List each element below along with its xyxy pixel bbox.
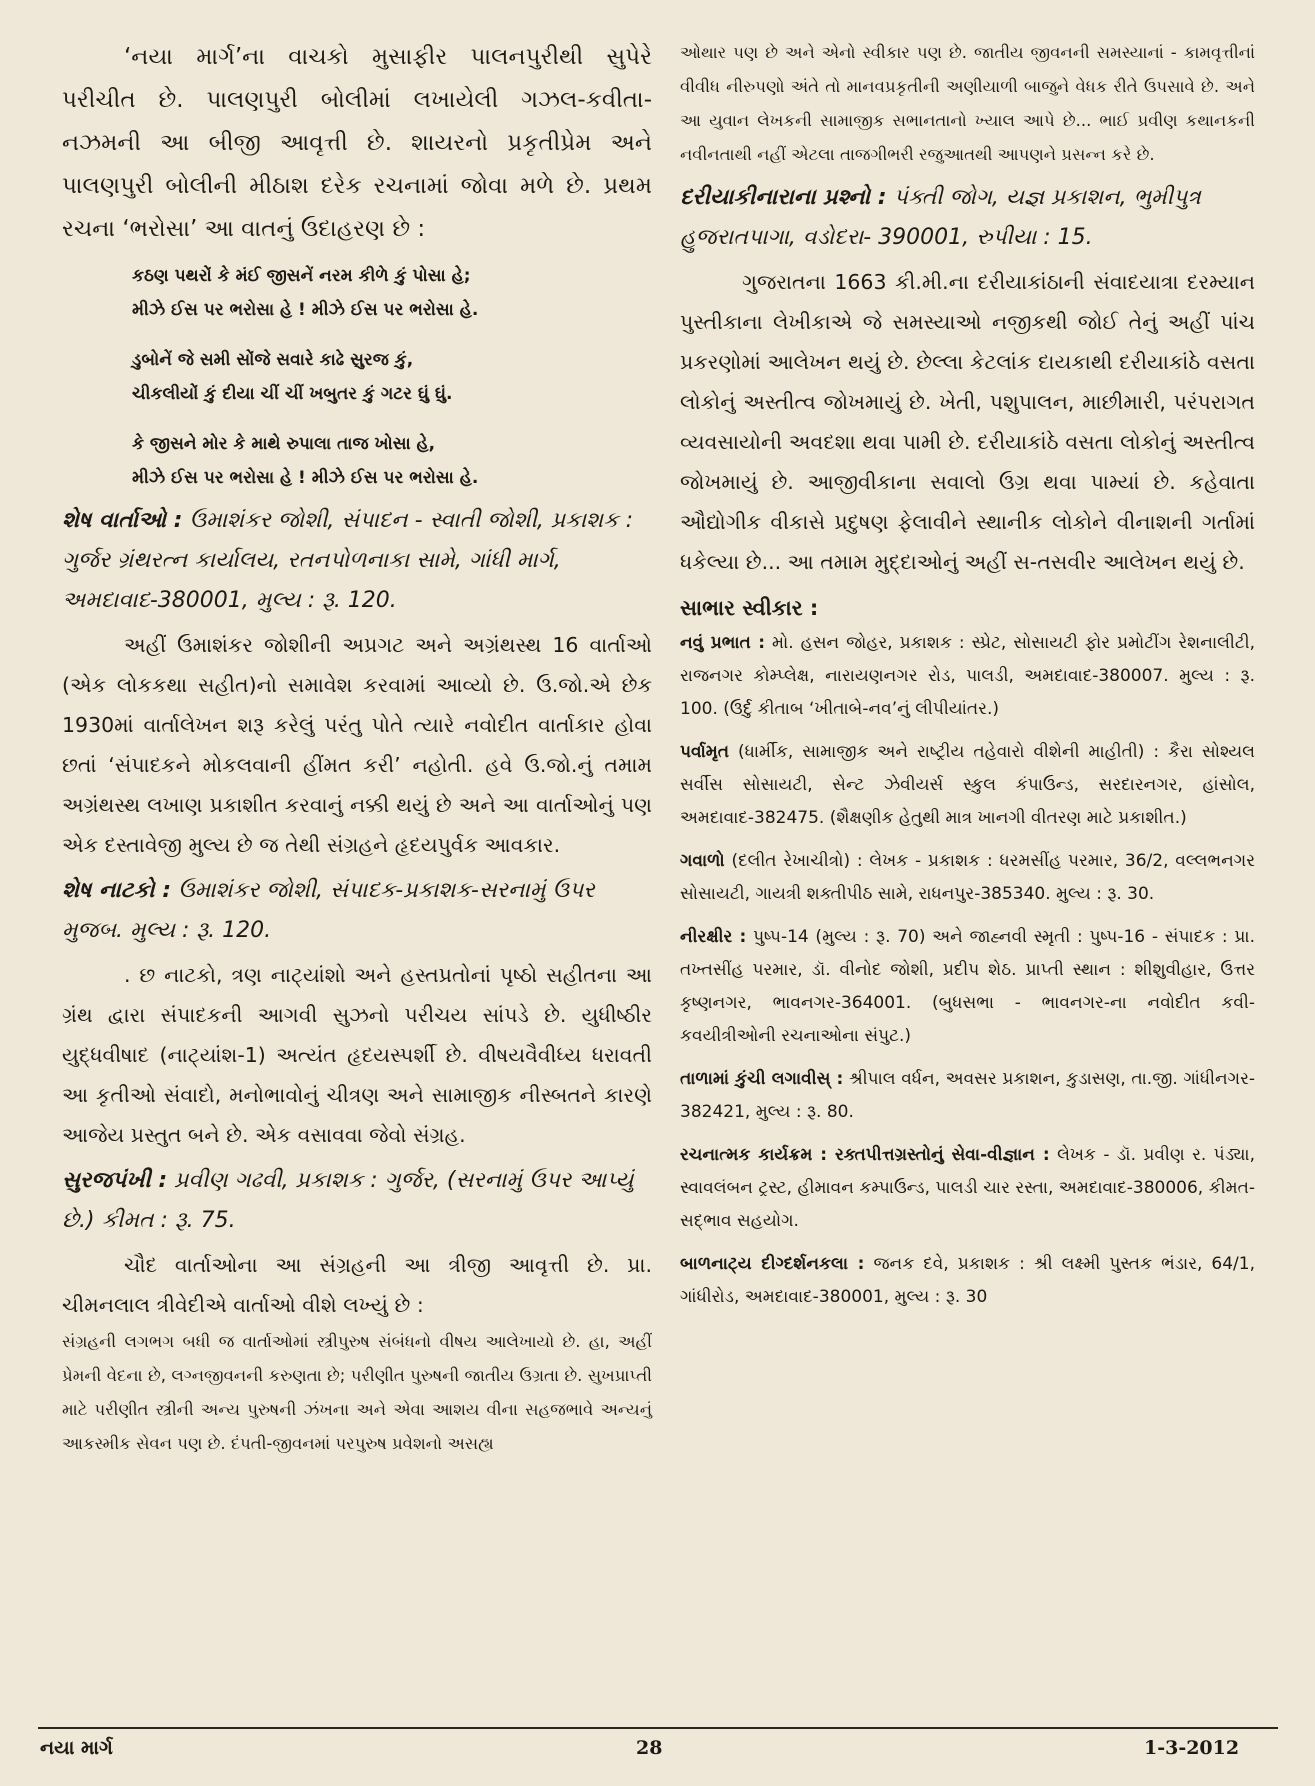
entry-title: બાળનાટ્ય દીગ્દર્શનકલા :: [680, 1254, 865, 1274]
entry-title: નીરક્ષીર :: [680, 927, 747, 947]
acknowledgement-entry: [680, 845, 1255, 911]
book-title: શેષ વાર્તાઓ :: [62, 508, 183, 533]
book-details: પંક્તી જોગ, યજ્ઞ પ્રકાશન, ભુમીપુત્ર હુજરાતપાગા, વડોદરા- 390001, રુપીયા : 15.: [680, 185, 1201, 250]
acknowledgement-entry: [680, 921, 1255, 1053]
acknowledgement-entry: [680, 1248, 1255, 1314]
book-citation: [680, 178, 1255, 258]
entry-title: તાળામાં કુંચી લગાવીસ્ :: [680, 1069, 844, 1089]
acknowledgements-heading: સાભાર સ્વીકાર :: [680, 596, 819, 620]
entry-title: રચનાત્મક કાર્યક્રમ : રક્તપીત્તગ્રસ્તોનું સેવા-વીજ્ઞાન :: [680, 1145, 1050, 1165]
acknowledgement-entry: [680, 1063, 1255, 1129]
footer-date: 1-3-2012: [1144, 1737, 1240, 1759]
review-paragraph: ચૌદ વાર્તાઓના આ સંગ્રહની આ ત્રીજી આવૃત્તી છે. પ્રા. ચીમનલાલ ત્રીવેદીએ વાર્તાઓ વીશે લખ્યું છે :: [62, 1253, 652, 1317]
acknowledgement-entry: [680, 1139, 1255, 1238]
footer-divider: [38, 1727, 1278, 1729]
entry-text: જનક દવે, પ્રકાશક : શ્રી લક્ષ્મી પુસ્તક ભંડાર, 64/1, ગાંધીરોડ, અમદાવાદ-380001, મુલ્ય : રૂ. 30: [680, 1254, 1255, 1307]
book-details: ઉમાશંકર જોશી, સંપાદક-પ્રકાશક-સરનામું ઉપર મુજબ. મુલ્ય : રૂ. 120.: [62, 878, 595, 943]
entry-title: પર્વામૃત: [680, 742, 730, 762]
quoted-paragraph: સંગ્રહની લગભગ બધી જ વાર્તાઓમાં સ્ત્રીપુરુષ સંબંધનો વીષય આલેખાયો છે. હા, અહીં પ્રેમની વેદના છે, લગ્નજીવનની કરુણતા છે; પરીણીત પુરુષની જાતીય ઉગ્રતા છે. સુખપ્રાપ્તી માટે પરીણીત સ્ત્રીની અન્ય પુરુષની ઝંખના અને એવા આશય વીના સહજભાવે અન્યનું આકસ્મીક સેવન પણ છે. દંપતી-જીવનમાં પરપુરુષ પ્રવેશનો અસહ્ય: [62, 1332, 652, 1453]
footer-page-number: 28: [636, 1737, 663, 1759]
review-paragraph: . છ નાટકો, ત્રણ નાટ્યાંશો અને હસ્તપ્રતોનાં પૃષ્ઠો સહીતના આ ગ્રંથ દ્વારા સંપાદકની આગવી સુઝનો પરીચય સાંપડે છે. યુધીષ્ઠીર યુદ્ધવીષાદ (નાટ્યાંશ-1) અત્યંત હૃદયસ્પર્શી છે. વીષયવૈવીધ્ય ધરાવતી આ કૃતીઓ સંવાદો, મનોભાવોનું ચીત્રણ અને સામાજીક નીસ્બતને કારણે આજેય પ્રસ્તુત બને છે. એક વસાવવા જેવો સંગ્રહ.: [62, 963, 652, 1147]
right-column: [680, 36, 1255, 1324]
book-citation: [62, 871, 652, 951]
poem-line: કઠણ પથરોં કે મંઈ જીસનેં નરમ કીળે કું પોસા હે;: [132, 266, 471, 286]
book-citation: [62, 501, 652, 621]
review-paragraph: અહીં ઉમાશંકર જોશીની અપ્રગટ અને અગ્રંથસ્થ 16 વાર્તાઓ (એક લોકકથા સહીત)નો સમાવેશ કરવામાં આવ્યો છે. ઉ.જો.એ છેક 1930માં વાર્તાલેખન શરૂ કરેલું પરંતુ પોતે ત્યારે નવોદીત વાર્તાકાર હોવા છતાં ‘સંપાદકને મોકલવાની હીંમત કરી’ નહોતી. હવે ઉ.જો.નું તમામ અગ્રંથસ્થ લખાણ પ્રકાશીત કરવાનું નક્કી થયું છે અને આ વાર્તાઓનું પણ એક દસ્તાવેજી મુલ્ય છે જ તેથી સંગ્રહને હૃદયપુર્વક આવકાર.: [62, 633, 652, 857]
entry-text: લેખક - ડૉ. પ્રવીણ ર. પંડ્યા, સ્વાવલંબન ટ્રસ્ટ, હીમાવન કમ્પાઉન્ડ, પાલડી ચાર રસ્તા, અમદાવાદ-380006, કીમત- સદ્ભાવ સહયોગ.: [680, 1145, 1255, 1231]
entry-text: પુષ્પ-14 (મુલ્ય : રૂ. 70) અને જાહ્નવી સ્મૃતી : પુષ્પ-16 - સંપાદક : પ્રા. તખ્તસીંહ પરમાર, ડૉ. વીનોદ જોશી, પ્રદીપ શેઠ. પ્રાપ્તી સ્થાન : શીશુવીહાર, ઉત્તર કૃષ્ણનગર, ભાવનગર-364001. (બુધસભા - ભાવનગર-ના નવોદીત કવી-કવયીત્રીઓની રચનાઓના સંપુટ.): [680, 927, 1255, 1046]
book-title: શેષ નાટકો :: [62, 878, 171, 903]
poem-line: કે જીસને મોર કે માથે રુપાલા તાજ ખોસા હે,: [132, 434, 436, 454]
review-paragraph: ગુજરાતના 1663 કી.મી.ના દરીયાકાંઠાની સંવાદયાત્રા દરમ્યાન પુસ્તીકાના લેખીકાએ જે સમસ્યાઓ નજીકથી જોઈ તેનું અહીં પાંચ પ્રકરણોમાં આલેખન થયું છે. છેલ્લા કેટલાંક દાયકાથી દરીયાકાંઠે વસતા લોકોનું અસ્તીત્વ જોખમાયું છે. ખેતી, પશુપાલન, માછીમારી, પરંપરાગત વ્યવસાયોની અવદશા થવા પામી છે. દરીયાકાંઠે વસતા લોકોનું અસ્તીત્વ જોખમાયું છે. આજીવીકાના સવાલો ઉગ્ર થવા પામ્યાં છે. કહેવાતા ઔદ્યોગીક વીકાસે પ્રદુષણ ફેલાવીને સ્થાનીક લોકોને વીનાશની ગર્તામાં ધકેલ્યા છે... આ તમામ મુદ્દાઓનું અહીં સ-તસવીર આલેખન થયું છે.: [680, 270, 1255, 574]
intro-paragraph: ‘નયા માર્ગ’ના વાચકો મુસાફીર પાલનપુરીથી સુપેરે પરીચીત છે. પાલણપુરી બોલીમાં લખાયેલી ગઝલ-કવીતા-નઝમની આ બીજી આવૃત્તી છે. શાયરનો પ્રકૃતીપ્રેમ અને પાલણપુરી બોલીની મીઠાશ દરેક રચનામાં જોવા મળે છે. પ્રથમ રચના ‘ભરોસા’ આ વાતનું ઉદાહરણ છે :: [62, 44, 652, 242]
book-details: ઉમાશંકર જોશી, સંપાદન - સ્વાતી જોશી, પ્રકાશક : ગુર્જર ગ્રંથરત્ન કાર્યાલય, રતનપોળનાકા સામે, ગાંધી માર્ગ, અમદાવાદ-380001, મુલ્ય : રૂ. 120.: [62, 508, 634, 613]
quoted-paragraph-continued: ઓથાર પણ છે અને એનો સ્વીકાર પણ છે. જાતીય જીવનની સમસ્યાનાં - કામવૃત્તીનાં વીવીધ નીરુપણો અંતે તો માનવપ્રકૃતીની અણીયાળી બાજુને વેધક રીતે ઉપસાવે છે. અને આ યુવાન લેખકની સામાજીક સભાનતાનો ખ્યાલ આપે છે... ભાઈ પ્રવીણ કથાનકની નવીનતાથી નહીં એટલા તાજગીભરી રજુઆતથી આપણને પ્રસન્ન કરે છે.: [680, 43, 1255, 164]
acknowledgement-entry: [680, 627, 1255, 726]
entry-text: મો. હસન જોહર, પ્રકાશક : સ્પ્રેટ, સોસાયટી ફોર પ્રમોટીંગ રેશનાલીટી, રાજનગર કોમ્પ્લેક્ષ, નારાયણનગર રોડ, પાલડી, અમદાવાદ-380007. મુલ્ય : રૂ. 100. (ઉર્દુ કીતાબ ‘ખીતાબે-નવ’નું લીપીયાંતર.): [680, 633, 1255, 719]
poem-line: મીઝે ઈસ પર ભરોસા હે ! મીઝે ઈસ પર ભરોસા હે.: [132, 468, 479, 488]
entry-text: શ્રીપાલ વર્ધન, અવસર પ્રકાશન, કુડાસણ, તા.જી. ગાંધીનગર- 382421, મુલ્ય : રૂ. 80.: [680, 1069, 1255, 1122]
poem-stanza: [132, 427, 652, 495]
poem-block: [132, 259, 652, 495]
book-title: દરીયાકીનારાના પ્રશ્નો :: [680, 185, 887, 210]
entry-text: (દલીત રેખાચીત્રો) : લેખક - પ્રકાશક : ધરમસીંહ પરમાર, 36/2, વલ્લભનગર સોસાયટી, ગાયત્રી શક્તીપીઠ સામે, રાધનપુર-385340. મુલ્ય : રૂ. 30.: [680, 851, 1255, 904]
poem-line: ચીકલીયોં કું દીયા ચીં ચીં ખબુતર કું ગટર ઘું ઘું.: [132, 384, 453, 404]
footer-publication-name: નયા માર્ગ: [40, 1737, 113, 1759]
poem-stanza: [132, 259, 652, 327]
poem-line: મીઝે ઈસ પર ભરોસા હે ! મીઝે ઈસ પર ભરોસા હે.: [132, 300, 479, 320]
book-details: પ્રવીણ ગઢવી, પ્રકાશક : ગુર્જર, (સરનામું ઉપર આપ્યું છે.) કીમત : રૂ. 75.: [62, 1168, 634, 1233]
poem-stanza: [132, 343, 652, 411]
book-title: સુરજપંખી :: [62, 1168, 168, 1193]
acknowledgement-entry: [680, 736, 1255, 835]
poem-line: ડુબોનેં જે સમી સોંજે સવારે કાઢે સુરજ કું,: [132, 350, 414, 370]
entry-text: (ધાર્મીક, સામાજીક અને રાષ્ટ્રીય તહેવારો વીશેની માહીતી) : કૈરા સોશ્યલ સર્વીસ સોસાયટી, સેન્ટ ઝેવીયર્સ સ્કુલ કંપાઉન્ડ, સરદારનગર, હાંસોલ, અમદાવાદ-382475. (શૈક્ષણીક હેતુથી માત્ર ખાનગી વીતરણ માટે પ્રકાશીત.): [680, 742, 1255, 828]
entry-title: નવું પ્રભાત :: [680, 633, 766, 653]
book-citation: [62, 1161, 652, 1241]
left-column: [62, 36, 652, 1461]
entry-title: ગવાળો: [680, 851, 725, 871]
